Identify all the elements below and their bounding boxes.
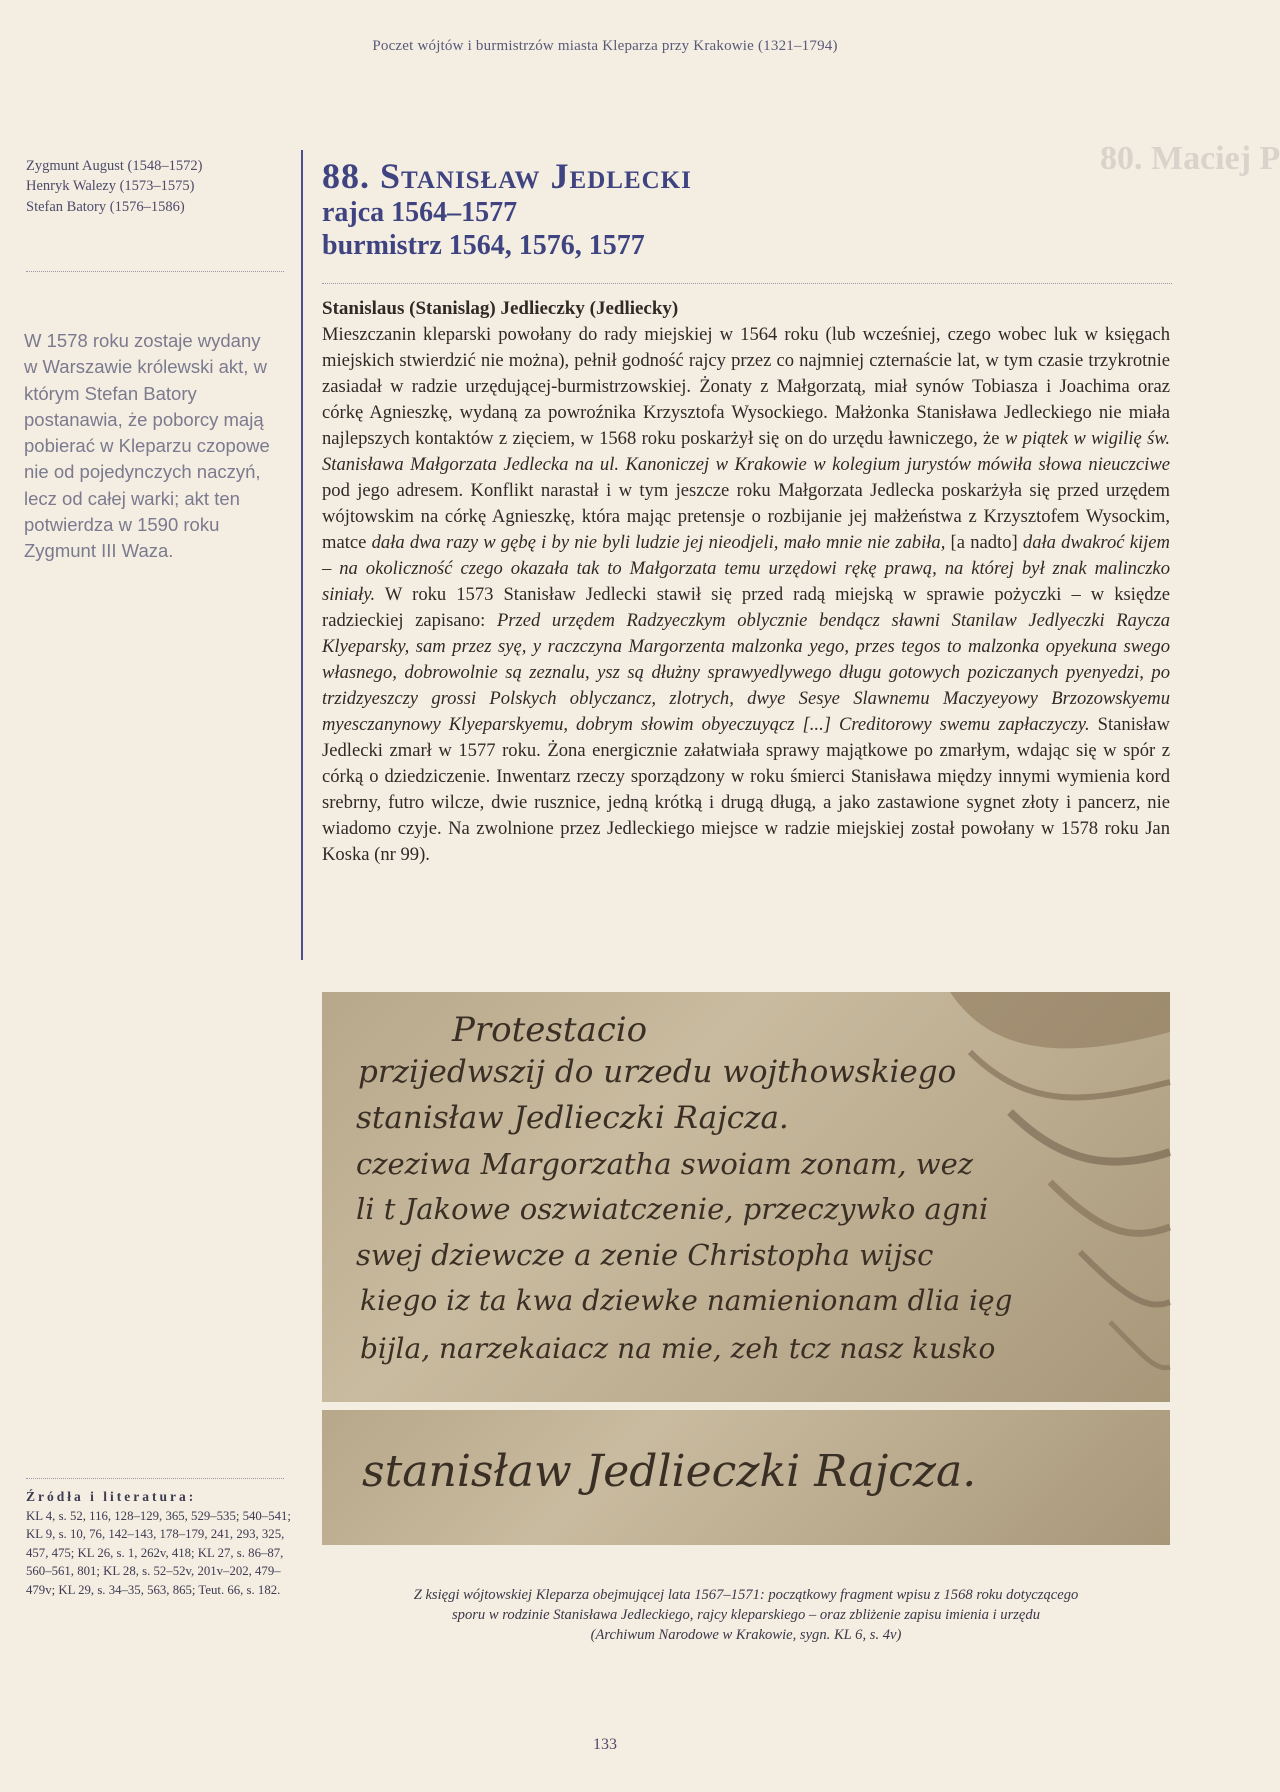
bleed-through-heading: 80. Maciej P xyxy=(1100,140,1280,177)
manuscript-line: czeziwa Margorzatha swoiam zonam, wez xyxy=(356,1147,974,1181)
divider xyxy=(26,271,284,272)
running-head: Poczet wójtów i burmistrzów miasta Kleparza przy Krakowie (1321–1794) xyxy=(372,38,838,54)
quote: Przed urzędem Radzyeczkym oblycznie bendącz sławni Stanilaw Jedlyeczki Raycza Klyeparsky, sam przez syę, y raczczyna Margorzenta malzonka yego, przes tegos to malzonka opyekuna swego własnego, dobrowolnie są zeznalu, ysz są dłużny sprawyedlywego długu gotowych poziczanych pyenyedzi, po trzidzyeszczy grossi Polskych oblyczancz, zlotrych, dwye Sesye Slawnemu Maczyeyowy Brzozowskyemu myesczanynowy Klyeparskyemu, dobrym słowim obyeczuyącz [...] Creditorowy swemu zapłaczyczy. xyxy=(322,609,1170,736)
manuscript-line: przijedwszij do urzedu wojthowskiego xyxy=(358,1054,957,1090)
caption-line: Z księgi wójtowskiej Kleparza obejmującej lata 1567–1571: początkowy fragment wpisu z 1568 roku dotyczącego xyxy=(413,1587,1079,1603)
entry-title: 88. Stanisław Jedlecki xyxy=(322,156,692,196)
name-variants: Stanislaus (Stanislag) Jedlieczky (Jedliecky) xyxy=(322,297,679,319)
caption-line: sporu w rodzinie Stanisława Jedleckiego, rajcy kleparskiego – oraz zbliżenie zapisu imienia i urzędu xyxy=(451,1607,1040,1624)
sources-block xyxy=(26,1478,296,1599)
manuscript-image xyxy=(322,992,1170,1545)
ruler-line: Henryk Walezy (1573–1575) xyxy=(26,178,195,195)
entry-office-rajca: rajca 1564–1577 xyxy=(322,196,518,228)
ruler-line: Zygmunt August (1548–1572) xyxy=(26,158,203,174)
divider xyxy=(322,283,1172,284)
manuscript-closeup xyxy=(322,1410,1170,1545)
manuscript-line: kiego iz ta kwa dziewke namienionam dlia ięg xyxy=(360,1284,1013,1317)
manuscript-line: Protestacio xyxy=(452,1010,648,1050)
ruler-line: Stefan Batory (1576–1586) xyxy=(26,198,185,215)
manuscript-line: li t Jakowe oszwiatczenie, przeczywko agni xyxy=(356,1192,989,1226)
sidebar-rulers xyxy=(26,156,292,272)
caption-line: (Archiwum Narodowe w Krakowie, sygn. KL 6, s. 4v) xyxy=(590,1627,902,1644)
sidebar-note: W 1578 roku zostaje wydany w Warszawie królewski akt, w którym Stefan Batory postanawia, że poborcy mają pobierać w Kleparzu czopowe nie od pojedynczych naczyń, lecz od całej warki; akt ten potwierdza w 1590 roku Zygmunt III Waza. xyxy=(24,330,270,562)
manuscript-fragment xyxy=(322,992,1170,1402)
page-number: 133 xyxy=(593,1736,617,1753)
figure-caption xyxy=(322,1585,1170,1645)
entry-body: Mieszczanin kleparski powołany do rady miejskiej w 1564 roku (lub wcześniej, czego wobec luk w księgach miejskich stwierdzić nie można), pełnił godność rajcy przez co najmniej czternaście lat, w tym czasie trzykrotnie zasiadał w radzie urzędującej-burmistrzowskiej. Żonaty z Małgorzatą, miał synów Tobiasza i Joachima oraz córkę Agnieszkę, wydaną za powroźnika Krzysztofa Wysockiego. Małżonka Stanisława Jedleckiego nie miała najlepszych kontaktów z zięciem, w 1568 roku poskarżył się on do urzędu ławniczego, że w piątek w wigilię św. Stanisława Małgorzata Jedlecka na ul. Kanoniczej w Krakowie w kolegium jurystów mówiła słowa nieuczciwe pod jego adresem. Konflikt narastał i w tym jeszcze roku Małgorzata Jedlecka poskarżyła się przed urzędem wójtowskim na córkę Agnieszkę, która mając pretensje o rozbijanie jej małżeństwa z Krzysztofem Wysockim, matce dała dwa razy w gębę i by nie byli ludzie jej nieodjeli, mało mnie nie zabiła, [a nadto] dała dwakroć kijem – na okoliczność czego okazała tak to Małgorzata temu urzędowi rękę prawą, na której był znak malinczko siniały. W roku 1573 Stanisław Jedlecki stawił się przed radą miejską w sprawie pożyczki – w księdze radzieckiej zapisano: Przed urzędem Radzyeczkym oblycznie bendącz sławni Stanilaw Jedlyeczki Raycza Klyeparsky, sam przez syę, y raczczyna Margorzenta malzonka yego, przes tegos to malzonka opyekuna swego własnego, dobrowolnie są zeznalu, ysz są dłużny sprawyedlywego długu gotowych poziczanych pyenyedzi, po trzidzyeszczy grossi Polskych oblyczancz, zlotrych, dwye Sesye Slawnemu Maczyeyowy Brzozowskyemu myesczanynowy Klyeparskyemu, dobrym słowim obyeczuyącz [...] Creditorowy swemu zapłaczyczy. Stanisław Jedlecki zmarł w 1577 roku. Żona energicznie załatwiała sprawy majątkowe po zmarłym, wdając się w spór z córką o dziedziczenie. Inwentarz rzeczy sporządzony w roku śmierci Stanisława między innymi wymienia kord srebrny, futro wilcze, dwie rusznice, jedną krótką i drugą długą, a jako zastawione sygnet złoty i pancerz, nie wiadomo czyje. Na zwolnione przez Jedleckiego miejsce w radzie miejskiej został powołany w 1578 roku Jan Koska (nr 99). xyxy=(322,323,1171,866)
entry-office-burmistrz: burmistrz 1564, 1576, 1577 xyxy=(322,230,645,262)
manuscript-line: stanisław Jedlieczki Rajcza. xyxy=(362,1446,977,1497)
divider xyxy=(26,1478,284,1479)
quote: w piątek w wigilię św. Stanisława Małgorzata Jedlecka na ul. Kanoniczej w Krakowie w kolegium jurystów mówiła słowa nieuczciwe xyxy=(322,427,1171,475)
sources-text: KL 4, s. 52, 116, 128–129, 365, 529–535; 540–541; KL 9, s. 10, 76, 142–143, 178–179, 241, 293, 325, 457, 475; KL 26, s. 1, 262v, 418; KL 27, s. 86–87, 560–561, 801; KL 28, s. 52–52v, 201v–202, 479–479v; KL 29, s. 34–35, 563, 865; Teut. 66, s. 182. xyxy=(26,1508,291,1597)
vertical-rule xyxy=(301,150,303,960)
quote: dała dwa razy w gębę i by nie byli ludzie jej nieodjeli, mało mnie nie zabiła, xyxy=(371,531,946,553)
sources-heading: Źródła i literatura: xyxy=(26,1489,197,1504)
quote: dała dwakroć kijem – na okoliczność czego okazała tak to Małgorzata temu urzędowi rękę prawą, na której był znak malinczko siniały. xyxy=(322,531,1170,605)
manuscript-line: stanisław Jedlieczki Rajcza. xyxy=(356,1100,789,1136)
manuscript-line: bijla, narzekaiacz na mie, zeh tcz nasz kusko xyxy=(360,1332,996,1365)
manuscript-line: swej dziewcze a zenie Christopha wijsc xyxy=(356,1238,934,1272)
entry xyxy=(322,158,1170,868)
